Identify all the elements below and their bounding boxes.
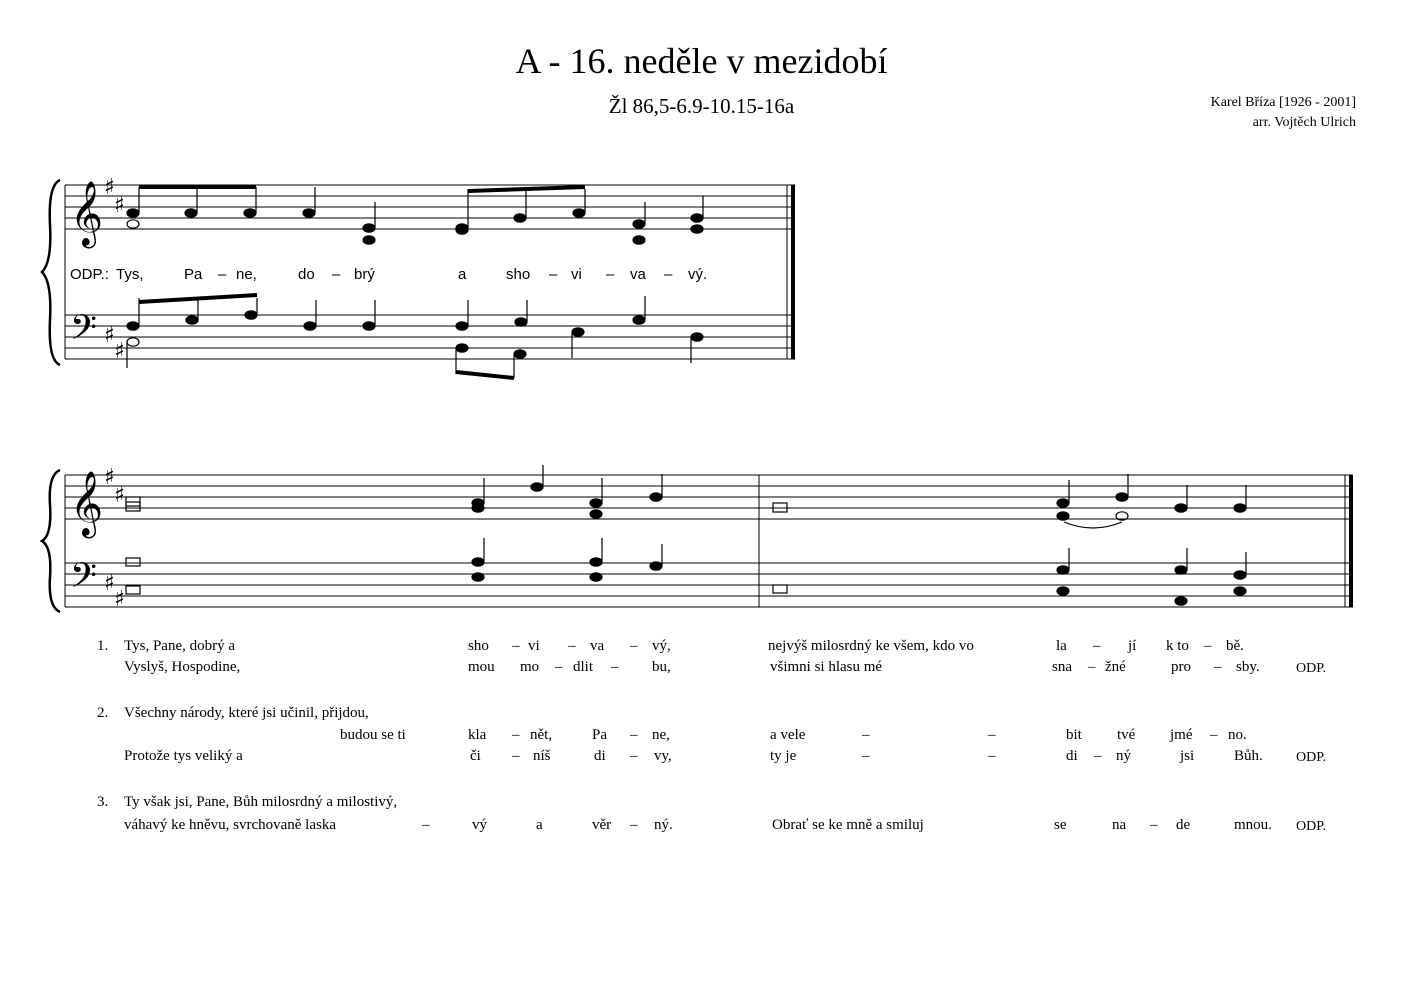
lyric-syllable: do xyxy=(298,266,315,283)
verse-syllable: dlit xyxy=(573,659,594,675)
verse-syllable: – xyxy=(422,817,430,833)
staff-1-bass xyxy=(65,315,795,359)
verse-syllable: bit xyxy=(1066,727,1082,743)
verse-syllable: no. xyxy=(1228,727,1247,743)
verse-syllable: či xyxy=(470,748,481,764)
verse-syllable: – xyxy=(1093,638,1101,654)
verse-syllable: jmé xyxy=(1170,727,1193,743)
verse-text: Všechny národy, které jsi učinil, přijdou, xyxy=(124,705,369,721)
lyric-syllable: vi xyxy=(571,266,582,283)
composer-name: Karel Bříza [1926 - 2001] xyxy=(1210,95,1356,110)
verse-syllable: – xyxy=(1204,638,1212,654)
verse-syllable: vý, xyxy=(652,638,671,654)
verse-syllable: mo xyxy=(520,659,540,675)
svg-text:𝄢: 𝄢 xyxy=(70,555,98,604)
svg-text:♯: ♯ xyxy=(104,175,115,200)
svg-text:♯: ♯ xyxy=(114,483,125,508)
verse-syllable: sby. xyxy=(1236,659,1260,675)
verse-syllable: Bůh. xyxy=(1234,748,1263,764)
arranger-name: arr. Vojtěch Ulrich xyxy=(1252,115,1356,130)
verse-syllable: ný xyxy=(1116,748,1131,764)
verse-syllable: – xyxy=(555,659,563,675)
verse-syllable: bu, xyxy=(652,659,671,675)
verse-syllable: – xyxy=(862,727,870,743)
lyric-syllable: – xyxy=(549,266,558,283)
verse-text: budou se ti xyxy=(340,727,406,743)
verse-syllable: kla xyxy=(468,727,487,743)
svg-text:♯: ♯ xyxy=(104,323,115,348)
verse-number: 2. xyxy=(97,705,109,721)
verse-syllable: Pa xyxy=(592,727,607,743)
verse-syllable: – xyxy=(630,817,638,833)
verse-syllable: jí xyxy=(1128,638,1137,654)
verse-syllable: níš xyxy=(533,748,551,764)
verse-syllable: – xyxy=(568,638,576,654)
verse-syllable: se xyxy=(1054,817,1067,833)
verse-syllable: vý xyxy=(472,817,487,833)
svg-text:♯: ♯ xyxy=(114,339,125,364)
verse-syllable: k to xyxy=(1166,638,1189,654)
svg-text:♯: ♯ xyxy=(114,193,125,218)
verse-syllable: la xyxy=(1056,638,1067,654)
verse-syllable: nět, xyxy=(530,727,553,743)
verse-syllable: – xyxy=(512,727,520,743)
verse-syllable: ne, xyxy=(652,727,670,743)
verse-syllable: va xyxy=(590,638,605,654)
lyric-syllable: va xyxy=(630,266,646,283)
lyric-syllable: – xyxy=(606,266,615,283)
svg-text:♯: ♯ xyxy=(104,571,115,596)
staff-1-treble xyxy=(65,185,795,229)
verse-syllable: – xyxy=(512,748,520,764)
refrain-label: ODP.: xyxy=(70,266,109,283)
verse-syllable: a xyxy=(536,817,543,833)
verse-text: Ty však jsi, Pane, Bůh milosrdný a milostivý, xyxy=(124,794,398,810)
verse-text: váhavý ke hněvu, svrchovaně laska xyxy=(124,817,337,833)
lyric-syllable: sho xyxy=(506,266,531,283)
verse-syllable: věr xyxy=(592,817,612,833)
verse-syllable: di xyxy=(1066,748,1078,764)
verse-syllable: – xyxy=(988,748,996,764)
treble-clef-icon: 𝄞 xyxy=(70,181,104,246)
verse-text: Tys, Pane, dobrý a xyxy=(124,638,236,654)
lyric-syllable: – xyxy=(664,266,673,283)
svg-text:♯: ♯ xyxy=(104,465,115,490)
verse-syllable: ný. xyxy=(654,817,673,833)
lyric-syllable: vý. xyxy=(688,266,708,283)
page-title: A - 16. neděle v mezidobí xyxy=(515,41,888,81)
verse-syllable: – xyxy=(1088,659,1096,675)
verse-syllable: sna xyxy=(1052,659,1072,675)
verse-syllable: žné xyxy=(1105,659,1126,675)
verse-syllable: – xyxy=(630,727,638,743)
verse-syllable: – xyxy=(512,638,520,654)
verse-syllable: de xyxy=(1176,817,1191,833)
lyric-syllable: a xyxy=(458,266,467,283)
svg-text:♯: ♯ xyxy=(114,587,125,612)
verse-syllable: jsi xyxy=(1180,748,1195,764)
staff-2-treble xyxy=(65,475,1353,519)
verse-text: všimni si hlasu mé xyxy=(770,659,883,675)
verse-text: Obrať se ke mně a smiluj xyxy=(772,817,924,833)
refrain-cue: ODP. xyxy=(1296,750,1326,765)
lyric-syllable: brý xyxy=(354,266,375,283)
refrain-cue: ODP. xyxy=(1296,819,1326,834)
verse-syllable: – xyxy=(630,638,638,654)
verse-number: 1. xyxy=(97,638,109,654)
verse-syllable: mnou. xyxy=(1234,817,1272,833)
verse-syllable: na xyxy=(1112,817,1127,833)
verse-syllable: – xyxy=(1094,748,1102,764)
verse-syllable: – xyxy=(1150,817,1158,833)
verse-syllable: – xyxy=(611,659,619,675)
lyric-syllable: Pa xyxy=(184,266,203,283)
verse-syllable: sho xyxy=(468,638,489,654)
verse-syllable: – xyxy=(862,748,870,764)
psalm-reference: Žl 86,5-6.9-10.15-16a xyxy=(608,94,795,118)
lyric-syllable: Tys, xyxy=(116,266,144,283)
verse-syllable: – xyxy=(630,748,638,764)
verse-syllable: – xyxy=(1210,727,1218,743)
verse-text: a vele xyxy=(770,727,806,743)
verse-text: Protože tys veliký a xyxy=(124,748,243,764)
svg-text:𝄞: 𝄞 xyxy=(70,471,104,536)
verse-number: 3. xyxy=(97,794,109,810)
verse-syllable: – xyxy=(988,727,996,743)
verse-syllable: pro xyxy=(1171,659,1191,675)
verse-syllable: tvé xyxy=(1117,727,1136,743)
verse-text: Vyslyš, Hospodine, xyxy=(124,659,241,675)
verse-syllable: bě. xyxy=(1226,638,1244,654)
refrain-cue: ODP. xyxy=(1296,661,1326,676)
verse-syllable: vi xyxy=(528,638,540,654)
verse-text: ty je xyxy=(770,748,797,764)
verse-syllable: vy, xyxy=(654,748,672,764)
lyric-syllable: – xyxy=(218,266,227,283)
bass-clef-icon: 𝄢 xyxy=(70,307,98,356)
verse-syllable: di xyxy=(594,748,606,764)
verse-text: nejvýš milosrdný ke všem, kdo vo xyxy=(768,638,974,654)
lyric-syllable: – xyxy=(332,266,341,283)
verse-syllable: mou xyxy=(468,659,495,675)
verse-syllable: – xyxy=(1214,659,1222,675)
staff-2-bass xyxy=(65,563,1353,607)
lyric-syllable: ne, xyxy=(236,266,257,283)
